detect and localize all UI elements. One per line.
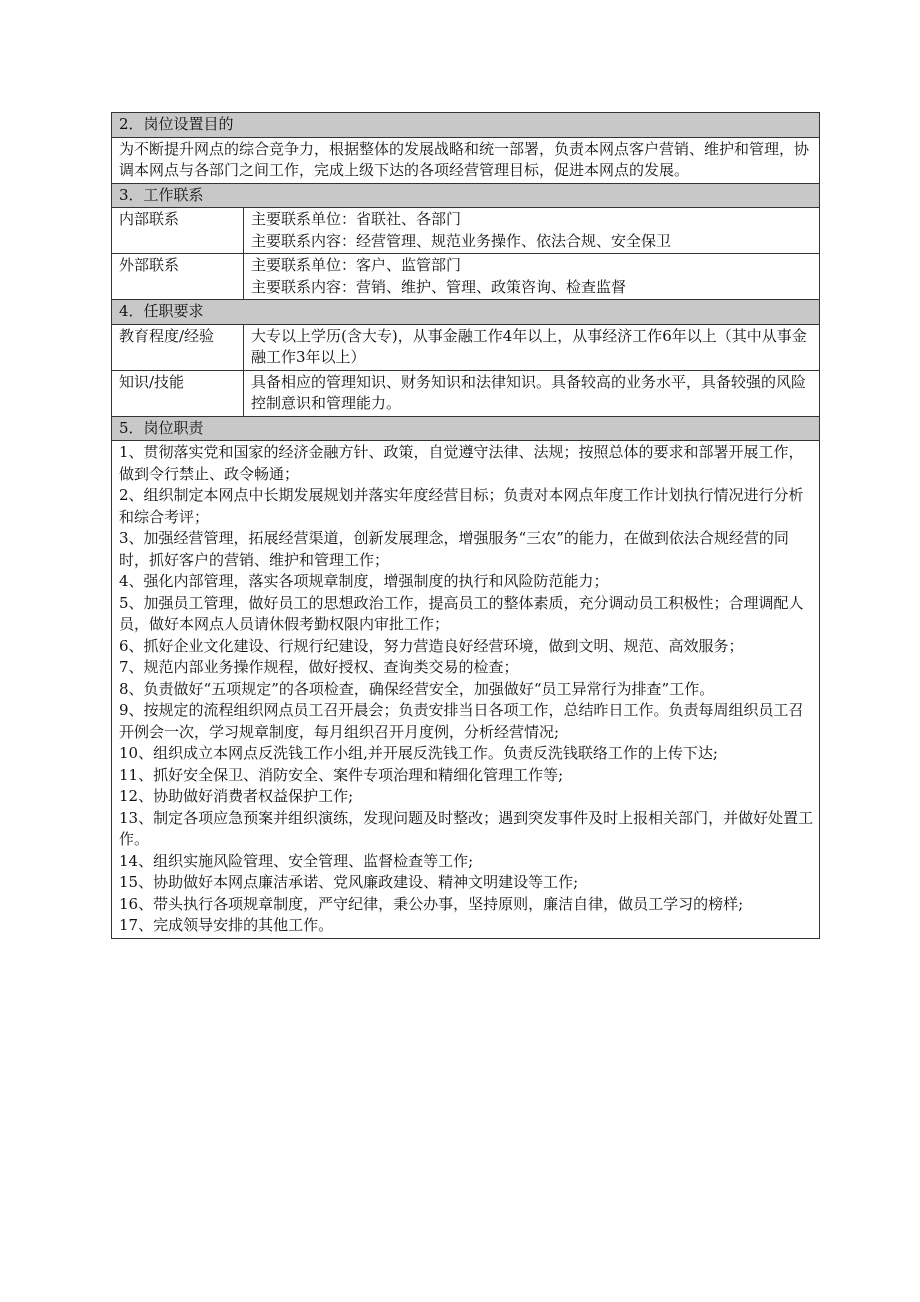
- section4-title: 4．任职要求: [112, 300, 820, 325]
- duty-item: 3、加强经营管理，拓展经营渠道，创新发展理念，增强服务“三农”的能力，在做到依法合规经营的同时，抓好客户的营销、维护和管理工作；: [119, 529, 789, 569]
- external-contact-topics: 主要联系内容：营销、维护、管理、政策咨询、检查监督: [251, 277, 627, 296]
- section4-header-row: [112, 300, 820, 325]
- education-label: 教育程度/经验: [112, 324, 244, 370]
- duty-item: 12、协助做好消费者权益保护工作;: [119, 787, 354, 805]
- external-contact-row: [112, 254, 820, 300]
- internal-contact-topics: 主要联系内容：经营管理、规范业务操作、依法合规、安全保卫: [251, 231, 672, 250]
- duty-item: 1、贯彻落实党和国家的经济金融方针、政策，自觉遵守法律、法规；按照总体的要求和部署开展工作，做到令行禁止、政令畅通；: [119, 443, 804, 483]
- duty-item: 9、按规定的流程组织网点员工召开晨会；负责安排当日各项工作，总结昨日工作。负责每周组织员工召开例会一次，学习规章制度，每月组织召开月度例，分析经营情况;: [119, 701, 804, 741]
- section3-title: 3．工作联系: [112, 183, 820, 208]
- duty-item: 4、强化内部管理，落实各项规章制度，增强制度的执行和风险防范能力；: [119, 572, 609, 590]
- section2-header-row: [112, 113, 820, 138]
- internal-contact-row: [112, 208, 820, 254]
- education-text: 大专以上学历(含大专)，从事金融工作4年以上，从事经济工作6年以上（其中从事金融工作3年以上）: [244, 324, 820, 370]
- duty-item: 10、组织成立本网点反洗钱工作小组,并开展反洗钱工作。负责反洗钱联络工作的上传下达;: [119, 744, 718, 762]
- skills-row: [112, 370, 820, 416]
- duties-list: [112, 441, 820, 939]
- external-contact-content: [244, 254, 820, 300]
- section3-header-row: [112, 183, 820, 208]
- section2-text: 为不断提升网点的综合竞争力，根据整体的发展战略和统一部署，负责本网点客户营销、维护和管理，协调本网点与各部门之间工作，完成上级下达的各项经营管理目标，促进本网点的发展。: [112, 137, 820, 183]
- section5-body-row: [112, 441, 820, 939]
- duty-item: 16、带头执行各项规章制度，严守纪律，秉公办事，坚持原则，廉洁自律，做员工学习的榜样;: [119, 894, 744, 913]
- skills-label: 知识/技能: [112, 370, 244, 416]
- duty-item: 11、抓好安全保卫、消防安全、案件专项治理和精细化管理工作等;: [119, 765, 564, 784]
- duty-item: 2、组织制定本网点中长期发展规划并落实年度经营目标；负责对本网点年度工作计划执行情况进行分析和综合考评；: [119, 486, 804, 526]
- duty-item: 13、制定各项应急预案并组织演练，发现问题及时整改；遇到突发事件及时上报相关部门，并做好处置工作。: [119, 808, 814, 848]
- section5-title: 5．岗位职责: [112, 416, 820, 441]
- external-contact-label: 外部联系: [112, 254, 244, 300]
- job-description-table: [111, 112, 820, 939]
- section2-title: 2．岗位设置目的: [112, 113, 820, 138]
- education-row: [112, 324, 820, 370]
- duty-item: 17、完成领导安排的其他工作。: [119, 916, 334, 934]
- duty-item: 15、协助做好本网点廉洁承诺、党风廉政建设、精神文明建设等工作;: [119, 873, 579, 891]
- external-contact-units: 主要联系单位：客户、监管部门: [251, 256, 462, 274]
- internal-contact-content: [244, 208, 820, 254]
- section5-header-row: [112, 416, 820, 441]
- duty-item: 6、抓好企业文化建设、行规行纪建设，努力营造良好经营环境，做到文明、规范、高效服务；: [119, 636, 744, 655]
- duty-item: 7、规范内部业务操作规程，做好授权、查询类交易的检查；: [119, 658, 519, 676]
- internal-contact-units: 主要联系单位：省联社、各部门: [251, 210, 462, 228]
- skills-text: 具备相应的管理知识、财务知识和法律知识。具备较高的业务水平，具备较强的风险控制意识和管理能力。: [244, 370, 820, 416]
- duty-item: 8、负责做好“五项规定”的各项检查，确保经营安全，加强做好“员工异常行为排查”工作。: [119, 679, 715, 698]
- duty-item: 5、加强员工管理，做好员工的思想政治工作，提高员工的整体素质，充分调动员工积极性；合理调配人员，做好本网点人员请休假考勤权限内审批工作；: [119, 593, 804, 633]
- section2-body-row: [112, 137, 820, 183]
- internal-contact-label: 内部联系: [112, 208, 244, 254]
- duty-item: 14、组织实施风险管理、安全管理、监督检查等工作;: [119, 851, 474, 870]
